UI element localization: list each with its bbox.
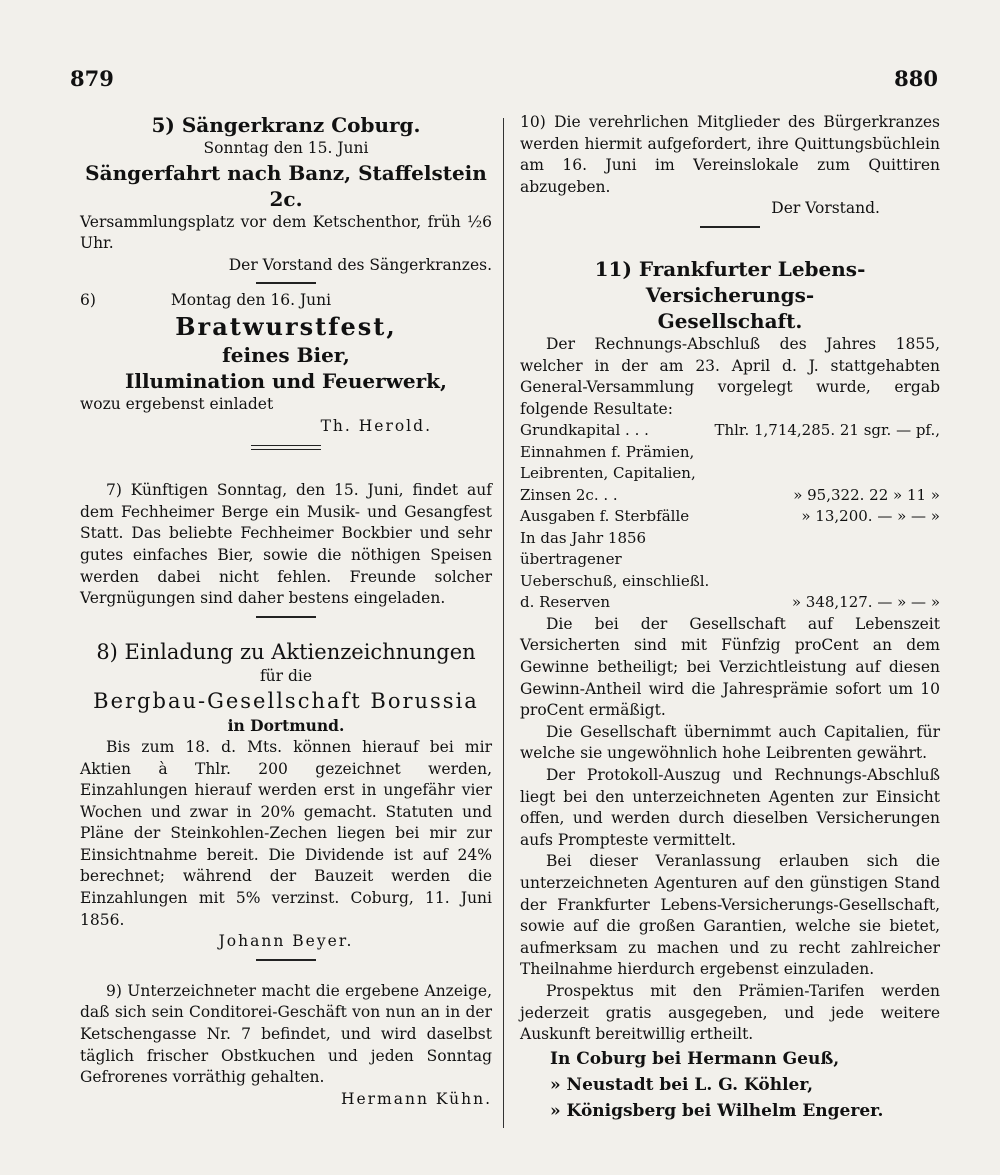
ad-5-date: Sonntag den 15. Juni [203, 139, 369, 157]
ad-6 [80, 290, 492, 437]
left-column [80, 112, 492, 1110]
ad-8-text: Bis zum 18. d. Mts. können hierauf bei mir Aktien à Thlr. 200 gezeichnet werden, Einzahlungen hierauf werden erst in ungefähr vier Wochen und zwar in 20% gemacht. Statuten und Pläne der Steinkohlen-Zechen liegen bei mir zur Einsichtnahme bereit. Die Dividende ist auf 24% berechnet; während der Bauzeit werden die Einzahlungen mit 5% verzinst. Coburg, 11. Juni 1856. [80, 737, 492, 929]
separator [700, 226, 760, 228]
ad-5-text: Versammlungsplatz vor dem Ketschenthor, früh ½6 Uhr. [80, 212, 492, 253]
ad-10-signature: Der Vorstand. [771, 199, 880, 218]
agent-line: » Königsberg bei Wilhelm Engerer. [550, 1100, 884, 1121]
ad-11-paragraph-2: Die Gesellschaft übernimmt auch Capitalien, für welche sie ungewöhnlich hohe Leibrenten gewährt. [520, 722, 940, 763]
row-label: Ausgaben f. Sterbfälle [520, 507, 690, 526]
row-label: Grundkapital . . . [520, 421, 649, 440]
row-amount: » 348,127. — » — » [791, 593, 940, 612]
ad-8-signature: Johann Beyer. [218, 932, 354, 951]
row-amount: Thlr. 1,714,285. 21 sgr. — pf., [714, 421, 940, 440]
ad-8-title: 8) Einladung zu Aktienzeichnungen [96, 639, 476, 664]
ad-10-text: 10) Die verehrlichen Mitglieder des Bürgerkranzes werden hiermit aufgefordert, ihre Quittungsbüchlein am 16. Juni im Vereinslokale zum Quittiren abzugeben. [520, 113, 940, 196]
results-table [520, 420, 940, 614]
row-amount: » 95,322. 22 » 11 » [793, 485, 940, 504]
ad-5-headline: Sängerfahrt nach Banz, Staffelstein 2c. [85, 160, 487, 211]
ad-11-title-1: 11) Frankfurter Lebens-Versicherungs- [594, 256, 866, 307]
ad-6-date: Montag den 16. Juni [170, 291, 332, 310]
ad-6-line-1: Bratwurstfest, [175, 311, 397, 341]
page-number-right: 880 [894, 66, 938, 91]
separator [256, 959, 316, 961]
row-label: Einnahmen f. Prämien, Leibrenten, Capitalien, Zinsen 2c. . . [520, 442, 696, 504]
ad-11 [520, 256, 940, 1124]
separator [256, 282, 316, 284]
ad-8-company: Bergbau-Gesellschaft Borussia [93, 689, 479, 714]
ad-10 [520, 112, 940, 220]
agent-line: In Coburg bei Hermann Geuß, [550, 1048, 840, 1069]
table-row [520, 506, 940, 528]
ad-9-text: 9) Unterzeichneter macht die ergebene Anzeige, daß sich sein Conditorei-Geschäft von nun an in der Ketschengasse Nr. 7 befindet, und wird daselbst täglich frischer Obstkuchen und jeden Sonntag Gefrorenes vorräthig gehalten. [80, 981, 492, 1087]
ad-8-place: in Dortmund. [227, 716, 345, 736]
ad-7 [80, 480, 492, 610]
separator [251, 445, 321, 450]
ad-8-fuer: für die [259, 666, 313, 685]
row-amount: » 13,200. — » — » [801, 507, 940, 526]
ad-6-line-2: feines Bier, [222, 342, 350, 367]
table-row [520, 442, 940, 507]
column-divider [503, 118, 504, 1128]
ad-6-number: 6) [80, 291, 96, 310]
ad-6-line-4: wozu ergebenst einladet [80, 394, 274, 413]
ad-11-paragraph-4: Bei dieser Veranlassung erlauben sich die unterzeichneten Agenturen auf den günstigen Stand der Frankfurter Lebens-Versicherungs-Gesellschaft, sowie auf die großen Garantien, welche sie bietet, aufmerksam zu machen und zu recht zahlreicher Theilnahme hierdurch ergebenst einzuladen. [520, 852, 940, 979]
ad-6-line-3: Illumination und Feuerwerk, [125, 368, 447, 393]
agent-line: » Neustadt bei L. G. Köhler, [550, 1074, 813, 1095]
page-number-left: 879 [70, 66, 114, 91]
ad-11-title-2: Gesellschaft. [657, 308, 803, 333]
ad-9-signature: Hermann Kühn. [340, 1089, 492, 1108]
ad-11-paragraph-1: Die bei der Gesellschaft auf Lebenszeit Versicherten sind mit Fünfzig proCent an dem Gewinne betheiligt; bei Verzichtleistung auf diesen Gewinn-Antheil wird die Jahresprämie sofort um 10 proCent ermäßigt. [520, 614, 940, 720]
ad-5 [80, 112, 492, 276]
ad-7-text: 7) Künftigen Sonntag, den 15. Juni, findet auf dem Fechheimer Berge ein Musik- und Gesangfest Statt. Das beliebte Fechheimer Bockbier und sehr gutes einfaches Bier, sowie die nöthigen Speisen werden dabei nicht fehlen. Freunde solcher Vergnügungen sind daher bestens eingeladen. [80, 481, 492, 608]
ad-8 [80, 638, 492, 953]
row-label: In das Jahr 1856 übertragener Ueberschuß, einschließl. d. Reserven [520, 528, 710, 612]
table-row [520, 420, 940, 442]
ad-11-intro: Der Rechnungs-Abschluß des Jahres 1855, welcher in der am 23. April d. J. stattgehabten General-Versammlung vorgelegt wurde, ergab folgende Resultate: [520, 334, 940, 418]
ad-5-signature: Der Vorstand des Sängerkranzes. [228, 255, 492, 274]
table-row [520, 528, 940, 614]
separator [256, 616, 316, 618]
ad-5-title: 5) Sängerkranz Coburg. [151, 113, 421, 137]
right-column [520, 112, 940, 1124]
ad-6-signature: Th. Herold. [320, 416, 432, 435]
ad-11-paragraph-3: Der Protokoll-Auszug und Rechnungs-Abschluß liegt bei den unterzeichneten Agenten zur Einsicht offen, und werden durch dieselben Versicherungen aufs Prompteste vermittelt. [520, 766, 940, 849]
ad-6-header [80, 290, 492, 312]
ad-11-paragraph-5: Prospektus mit den Prämien-Tarifen werden jederzeit gratis ausgegeben, und jede weitere Auskunft bereitwillig ertheilt. [520, 981, 940, 1044]
ad-9 [80, 981, 492, 1111]
